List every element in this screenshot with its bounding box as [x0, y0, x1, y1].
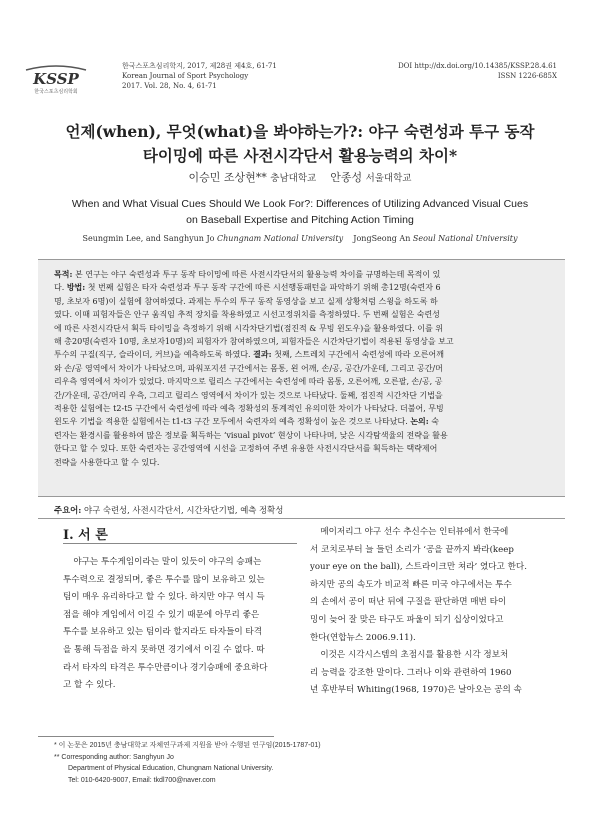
section-divider	[63, 543, 297, 544]
body-line: 하지만 공의 속도가 비교적 빠른 미국 야구에서는 투수	[310, 579, 512, 590]
footnote-department: Department of Physical Education, Chungnam National University.	[68, 765, 274, 773]
footnote-corresponding: ** Corresponding author: Sanghyun Jo	[54, 753, 174, 761]
journal-citation	[122, 61, 277, 91]
body-line: 라서 타자의 타격은 투수만큼이나 경기승패에 중요하다	[63, 662, 268, 673]
body-column-right	[310, 524, 548, 700]
body-line: 고 할 수 있다.	[63, 680, 116, 691]
journal-name-en: Korean Journal of Sport Psychology	[122, 72, 249, 80]
abstract-line: 전략을 사용한다고 할 수 있다.	[54, 457, 160, 467]
abstract-line: 윈도우 기법을 적용한 실험에서는 t1-t3 구간 모두에서 숙련자의 예측 정확성이 높은 것으로 나타났다. 논의: 숙	[54, 416, 440, 427]
affiliation-en-2: Seoul National University	[412, 234, 518, 243]
authors-english	[0, 234, 600, 243]
affiliation-en-1: Chungnam National University	[217, 234, 344, 243]
body-line: your eye on the ball), 스트라이크만 쳐라’ 였다고 한다.	[310, 562, 527, 573]
journal-name-ko: 한국스포츠심리학지, 2017, 제28권 제4호, 61-71	[122, 62, 277, 70]
title-korean	[20, 120, 580, 168]
body-line: 리 능력을 강조한 말이다. 그러나 이와 관련하여 1960	[310, 667, 512, 678]
body-line: 투수력으로 결정되며, 좋은 투수를 많이 보유하고 있는	[63, 574, 265, 585]
logo-text: KSSP	[33, 70, 79, 88]
abstract-line: 투수의 구질(직구, 슬라이더, 커브)을 예측하도록 하였다. 결과: 첫째, 스트레치 구간에서 숙련성에 따라 오른어깨	[54, 349, 444, 360]
abstract-line: 목적: 본 연구는 야구 숙련성과 투구 동작 타이밍에 따른 사전시각단서의 활용능력 차이를 규명하는데 목적이 있	[54, 269, 441, 279]
abstract-line: 적용한 실험에는 t2-t5 구간에서 숙련성에 따라 예측 정확성의 통계적인 유의미한 차이가 나타났다. 더불어, 무빙	[54, 404, 444, 414]
abstract-line: 다. 방법: 첫 번째 실험은 타자 숙련성과 투구 동작 구간에 따른 시선행동패턴을 파악하기 위해 총12명(숙련자 6	[54, 282, 441, 293]
authors-korean	[0, 169, 600, 185]
section-title: I. 서 론	[63, 528, 108, 543]
keywords-label: 주요어:	[54, 505, 82, 515]
abstract-line: 였다. 이때 피험자들은 안구 움직임 추적 장치를 착용하였고 시선고정위치를 측정하였다. 두 번째 실험은 숙련성	[54, 310, 440, 320]
author-en-names-1: Seungmin Lee, and Sanghyun Jo	[82, 234, 215, 243]
issn: ISSN 1226-685X	[497, 72, 557, 80]
journal-logo	[22, 60, 90, 96]
body-line: 한다(연합뉴스 2006.9.11).	[310, 632, 416, 643]
affiliation-2: 서울대학교	[365, 173, 412, 184]
body-line: 서 코치로부터 늘 들던 소리가 ‘공을 끝까지 봐라(keep	[310, 544, 514, 555]
abstract-line: 간/가운데, 공간/머리 우측, 그리고 릴리스 영역에서 차이가 있는 것으로 나타났다. 둘째, 점진적 시간차단 기법을	[54, 390, 443, 400]
body-line: 메이저리그 야구 선수 추신수는 인터뷰에서 한국에	[320, 527, 509, 537]
journal-volume: 2017. Vol. 28, No. 4, 61-71	[122, 82, 217, 90]
conclusion-label: 논의:	[410, 416, 429, 427]
abstract	[54, 268, 549, 469]
abstract-line: 에 따른 사전시각단서 획득 타이밍을 측정하기 위해 시각차단기법(점진적 & 무빙 윈도우)을 활용하였다. 이를 위	[54, 323, 443, 333]
author-en-names-2: JongSeong An	[353, 234, 411, 243]
title-ko-line2: 타이밍에 따른 사전시각단서 활용능력의 차이*	[142, 146, 458, 165]
title-english	[20, 196, 580, 228]
body-line: 의 손에서 공이 떠난 뒤에 구질을 판단하면 매번 타이	[310, 597, 507, 608]
author-names-1: 이승민 조상현**	[188, 171, 267, 184]
footnote-contact: Tel: 010-6420-9007, Email: tkdl700@naver.com	[68, 776, 216, 784]
footnote-funding: * 이 논문은 2015년 충남대학교 자체연구과제 지원을 받아 수행된 연구임(2015-1787-01)	[54, 742, 321, 749]
body-line: 을 통해 득점을 하지 못하면 경기에서 이길 수 없다. 따	[63, 644, 265, 655]
abstract-line: 리우측 영역에서 차이가 있었다. 마지막으로 릴리스 구간에서는 숙련성에 따라 몸통, 오른어깨, 오른팔, 손/공, 공	[54, 377, 443, 387]
doi-link[interactable]: DOI http://dx.doi.org/10.14385/KSSP.28.4.61	[398, 62, 557, 70]
body-line: 야구는 투수게임이라는 말이 있듯이 야구의 승패는	[73, 557, 262, 567]
body-line: 팀이 매우 유리하다고 할 수 있다. 하지만 야구 역시 득	[63, 592, 265, 603]
body-line: 년 후반부터 Whiting(1968, 1970)은 날아오는 공의 속	[310, 685, 522, 696]
abstract-line: 해 총20명(숙련자 10명, 초보자10명)의 피험자가 참여하였으며, 피험자들은 시간차단기법이 적용된 동영상을 보고	[54, 337, 454, 347]
body-line: 점을 해야 게임에서 이길 수 있기 때문에 아무리 좋은	[63, 609, 260, 620]
logo-subtext: 한국스포츠심리학회	[34, 89, 78, 95]
abstract-line: 한다고 할 수 있다. 또한 숙련자는 공간영역에 시선을 고정하여 주변 유용한 사전시각단서를 획득하는 택략제어	[54, 444, 438, 454]
keywords-text: 야구 숙련성, 사전시각단서, 시간차단기법, 예측 정확성	[81, 505, 284, 515]
abstract-line: 와 손/공 영역에서 차이가 나타났으며, 파워포지션 구간에서는 몸통, 왼 어깨, 손/공, 공간/가운데, 그리고 공간/머	[54, 363, 443, 373]
doi-issn	[398, 61, 557, 81]
body-column-left	[63, 554, 297, 695]
result-label: 결과:	[253, 349, 272, 360]
keywords	[54, 504, 283, 516]
affiliation-1: 충남대학교	[270, 173, 317, 184]
abstract-line: 명, 초보자 6명)이 실험에 참여하였다. 과제는 투수의 투구 동작 동영상을 보고 실제 상황처럼 스윙을 하도록 하	[54, 296, 438, 306]
abstract-line: 련자는 환경시를 활용하여 많은 정보를 획득하는 ‘visual pivot’ 현상이 나타나며, 낮은 시각탐색율의 전략을 활용	[54, 430, 448, 440]
footnotes	[54, 740, 321, 786]
body-line: 이것은 시각시스템의 초점시를 활용한 시각 정보처	[320, 650, 509, 661]
author-names-2: 안종성	[330, 171, 363, 184]
body-line: 투수를 보유하고 있는 팀이라 할지라도 타자들이 타격	[63, 627, 263, 638]
title-en-line1: When and What Visual Cues Should We Look For?: Differences of Utilizing Advanced Visual Cues	[71, 198, 529, 210]
body-line: 밍이 늦어 잘 맞은 타구도 파울이 되기 십상이었다고	[310, 614, 504, 625]
title-en-line2: on Baseball Expertise and Pitching Action Timing	[186, 214, 414, 226]
title-ko-line1: 언제(when), 무엇(what)을 봐야하는가?: 야구 숙련성과 투구 동작	[65, 122, 535, 141]
footnote-divider	[38, 736, 274, 737]
divider	[38, 518, 565, 519]
